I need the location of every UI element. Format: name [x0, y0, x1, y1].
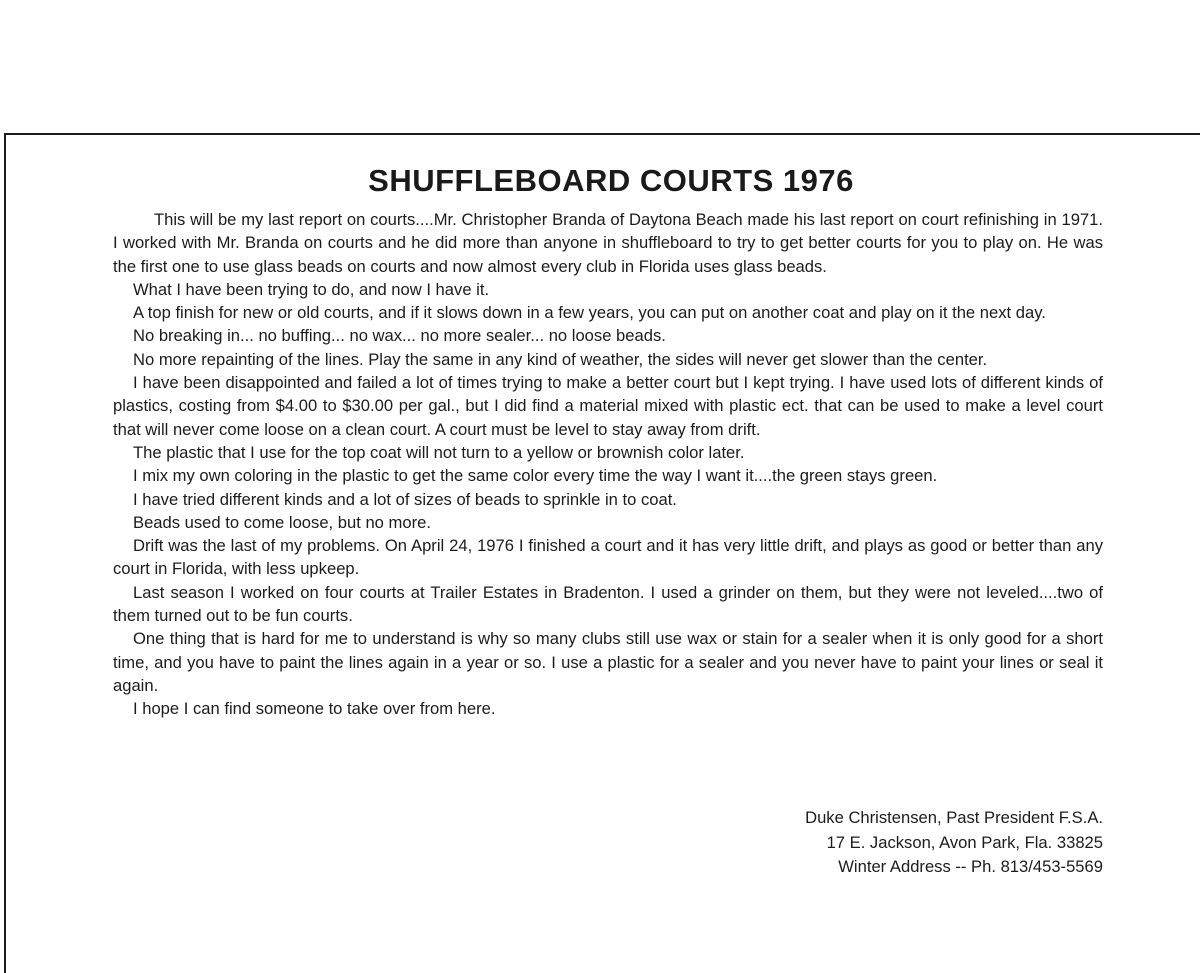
paragraph-intro: This will be my last report on courts....Mr. Christopher Branda of Daytona Beach made his last report on court refinishing in 1971. I worked with Mr. Branda on courts and he did more than anyone in shuffleboard to try to get better courts for you to play on. He was the first one to use glass beads on courts and now almost every club in Florida uses glass beads.: [113, 210, 1103, 276]
paragraph: Beads used to come loose, but no more.: [133, 512, 431, 532]
article: [113, 162, 1103, 721]
paragraph: One thing that is hard for me to understand is why so many clubs still use wax or stain for a sealer when it is only good for a short time, and you have to paint the lines again in a year or so. I use a plastic for a sealer and you never have to paint your lines or seal it again.: [113, 629, 1103, 695]
paragraph: The plastic that I use for the top coat will not turn to a yellow or brownish color later.: [133, 442, 745, 462]
paragraph: Drift was the last of my problems. On April 24, 1976 I finished a court and it has very little drift, and plays as good or better than any court in Florida, with less upkeep.: [113, 536, 1103, 579]
paragraph: Last season I worked on four courts at Trailer Estates in Bradenton. I used a grinder on them, but they were not leveled....two of them turned out to be fun courts.: [113, 582, 1103, 626]
article-body: [113, 208, 1103, 721]
article-title: SHUFFLEBOARD COURTS 1976: [368, 163, 854, 198]
paragraph: No breaking in... no buffing... no wax... no more sealer... no loose beads.: [133, 326, 666, 346]
paragraph: I have tried different kinds and a lot of sizes of beads to sprinkle in to coat.: [133, 489, 677, 509]
author-winter-address-line: Winter Address -- Ph. 813/453-5569: [838, 857, 1103, 876]
author-name-line: Duke Christensen, Past President F.S.A.: [805, 808, 1103, 827]
author-address-line: 17 E. Jackson, Avon Park, Fla. 33825: [826, 832, 1103, 852]
paragraph: No more repainting of the lines. Play the same in any kind of weather, the sides will never get slower than the center.: [133, 349, 988, 369]
paragraph: I have been disappointed and failed a lot of times trying to make a better court but I kept trying. I have used lots of different kinds of plastics, costing from $4.00 to $30.00 per gal., but I did find a material mixed with plastic ect. that can be used to make a level court that will never come loose on a clean court. A court must be level to stay away from drift.: [113, 373, 1103, 439]
paragraph: What I have been trying to do, and now I have it.: [133, 279, 490, 299]
paragraph: I mix my own coloring in the plastic to get the same color every time the way I want it....the green stays green.: [133, 466, 938, 486]
paragraph: A top finish for new or old courts, and if it slows down in a few years, you can put on another coat and play on it the next day.: [133, 303, 1046, 323]
author-signature-block: [805, 806, 1103, 880]
paragraph-closing: I hope I can find someone to take over from here.: [133, 699, 496, 719]
